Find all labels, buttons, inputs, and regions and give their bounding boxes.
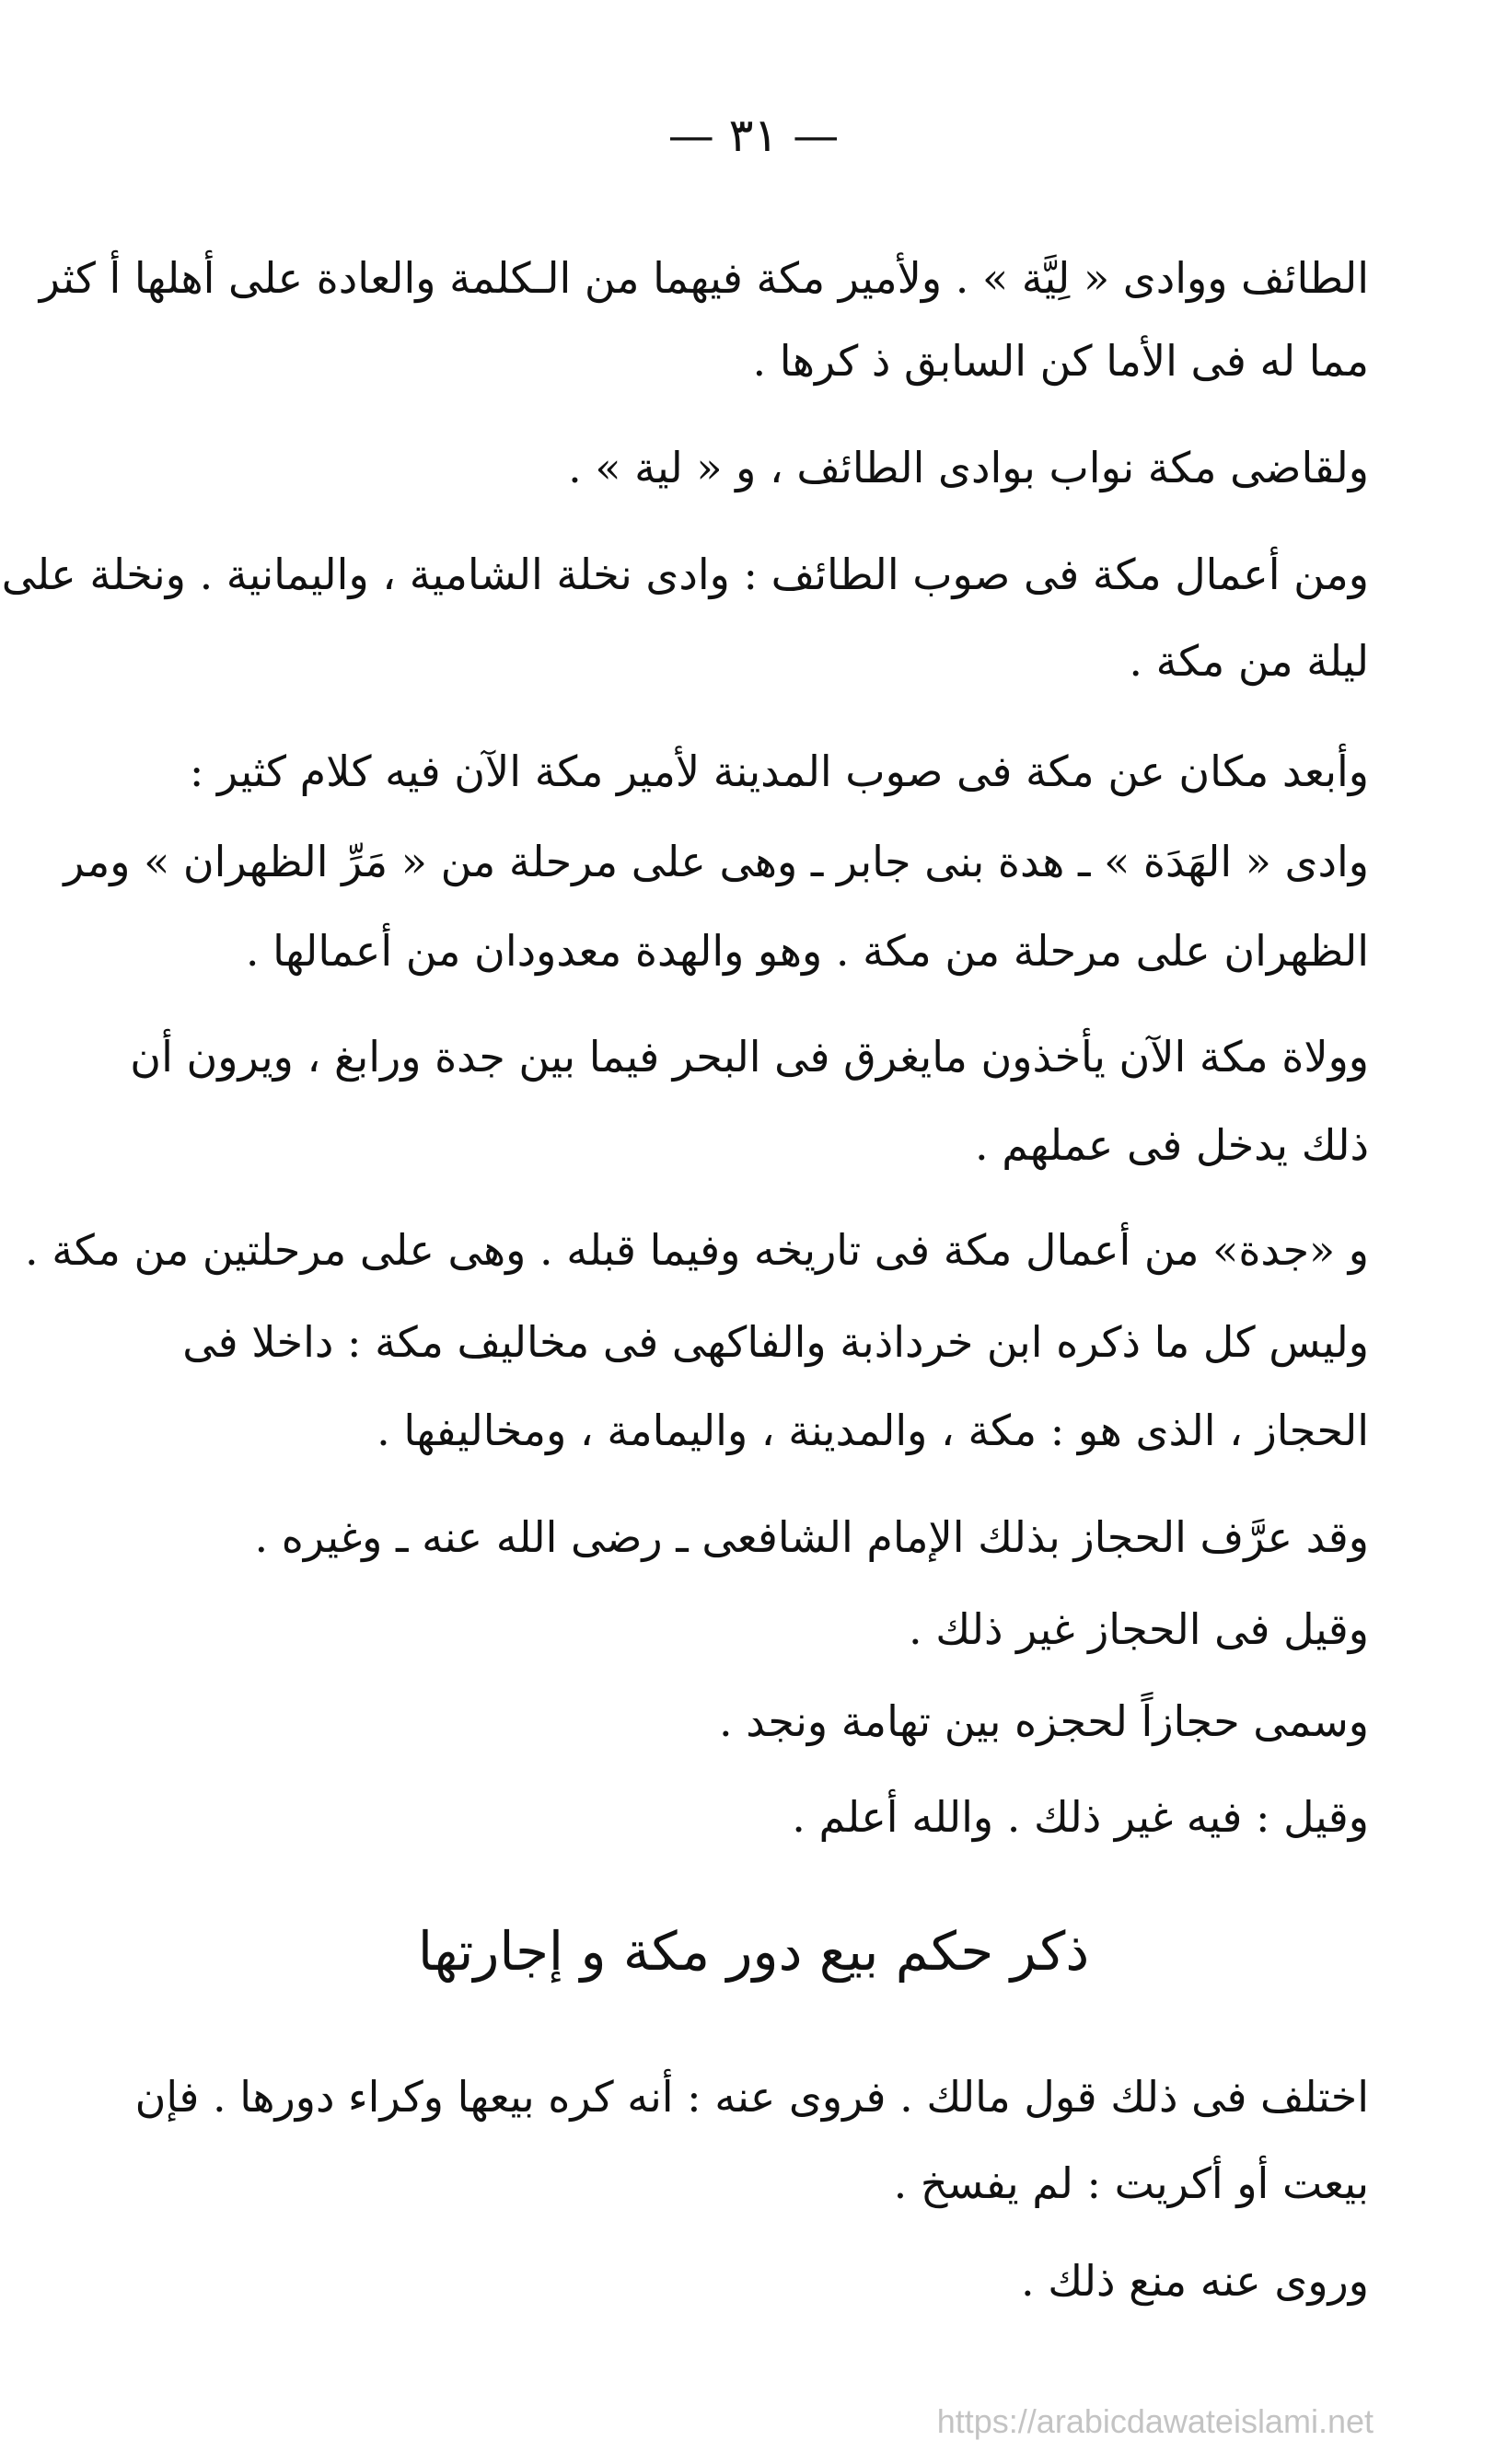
text-line: الطائف ووادى « لِيَّة » . ولأمير مكة فيهما من الـكلمة والعادة على أهلها أ كثر: [39, 253, 1369, 303]
text-line: وأبعد مكان عن مكة فى صوب المدينة لأمير مكة الآن فيه كلام كثير :: [189, 746, 1369, 796]
text-line: ومن أعمال مكة فى صوب الطائف : وادى نخلة الشامية ، واليمانية . ونخلة على: [1, 549, 1369, 599]
text-line: مما له فى الأما كن السابق ذ كرها .: [752, 336, 1369, 386]
text-line: و «جدة» من أعمال مكة فى تاريخه وفيما قبله . وهى على مرحلتين من مكة .: [24, 1225, 1369, 1275]
text-line: وقيل فى الحجاز غير ذلك .: [909, 1604, 1369, 1654]
section-heading: ذكر حكم بيع دور مكة و إجارتها: [417, 1920, 1090, 1983]
text-line: ولقاضى مكة نواب بوادى الطائف ، و « لية » .: [568, 443, 1369, 492]
text-line: الظهران على مرحلة من مكة . وهو والهدة معدودان من أعمالها .: [245, 926, 1369, 976]
text-line: وليس كل ما ذكره ابن خرداذبة والفاكهى فى مخاليف مكة : داخلا فى: [182, 1317, 1369, 1367]
text-line: بيعت أو أكريت : لم يفسخ .: [893, 2158, 1369, 2208]
text-line: وروى عنه منع ذلك .: [1020, 2256, 1369, 2306]
text-line: وادى « الهَدَة » ـ هدة بنى جابر ـ وهى على مرحلة من « مَرِّ الظهران » ومر: [64, 837, 1369, 886]
text-line: وقيل : فيه غير ذلك . والله أعلم .: [792, 1792, 1369, 1842]
text-line: وسمى حجازاً لحجزه بين تهامة ونجد .: [719, 1696, 1369, 1746]
page-number: — ٣١ —: [667, 109, 840, 162]
text-line: ليلة من مكة .: [1129, 636, 1369, 686]
text-line: الحجاز ، الذى هو : مكة ، والمدينة ، واليمامة ، ومخاليفها .: [377, 1406, 1369, 1455]
watermark-url: https://arabicdawateislami.net: [936, 2402, 1374, 2440]
text-line: ذلك يدخل فى عملهم .: [974, 1120, 1369, 1170]
text-line: وولاة مكة الآن يأخذون مايغرق فى البحر فيما بين جدة ورابغ ، ويرون أن: [130, 1032, 1369, 1082]
text-line: اختلف فى ذلك قول مالك . فروى عنه : أنه كره بيعها وكراء دورها . فإن: [134, 2072, 1369, 2122]
text-line: وقد عرَّف الحجاز بذلك الإمام الشافعى ـ رضى الله عنه ـ وغيره .: [254, 1512, 1369, 1562]
